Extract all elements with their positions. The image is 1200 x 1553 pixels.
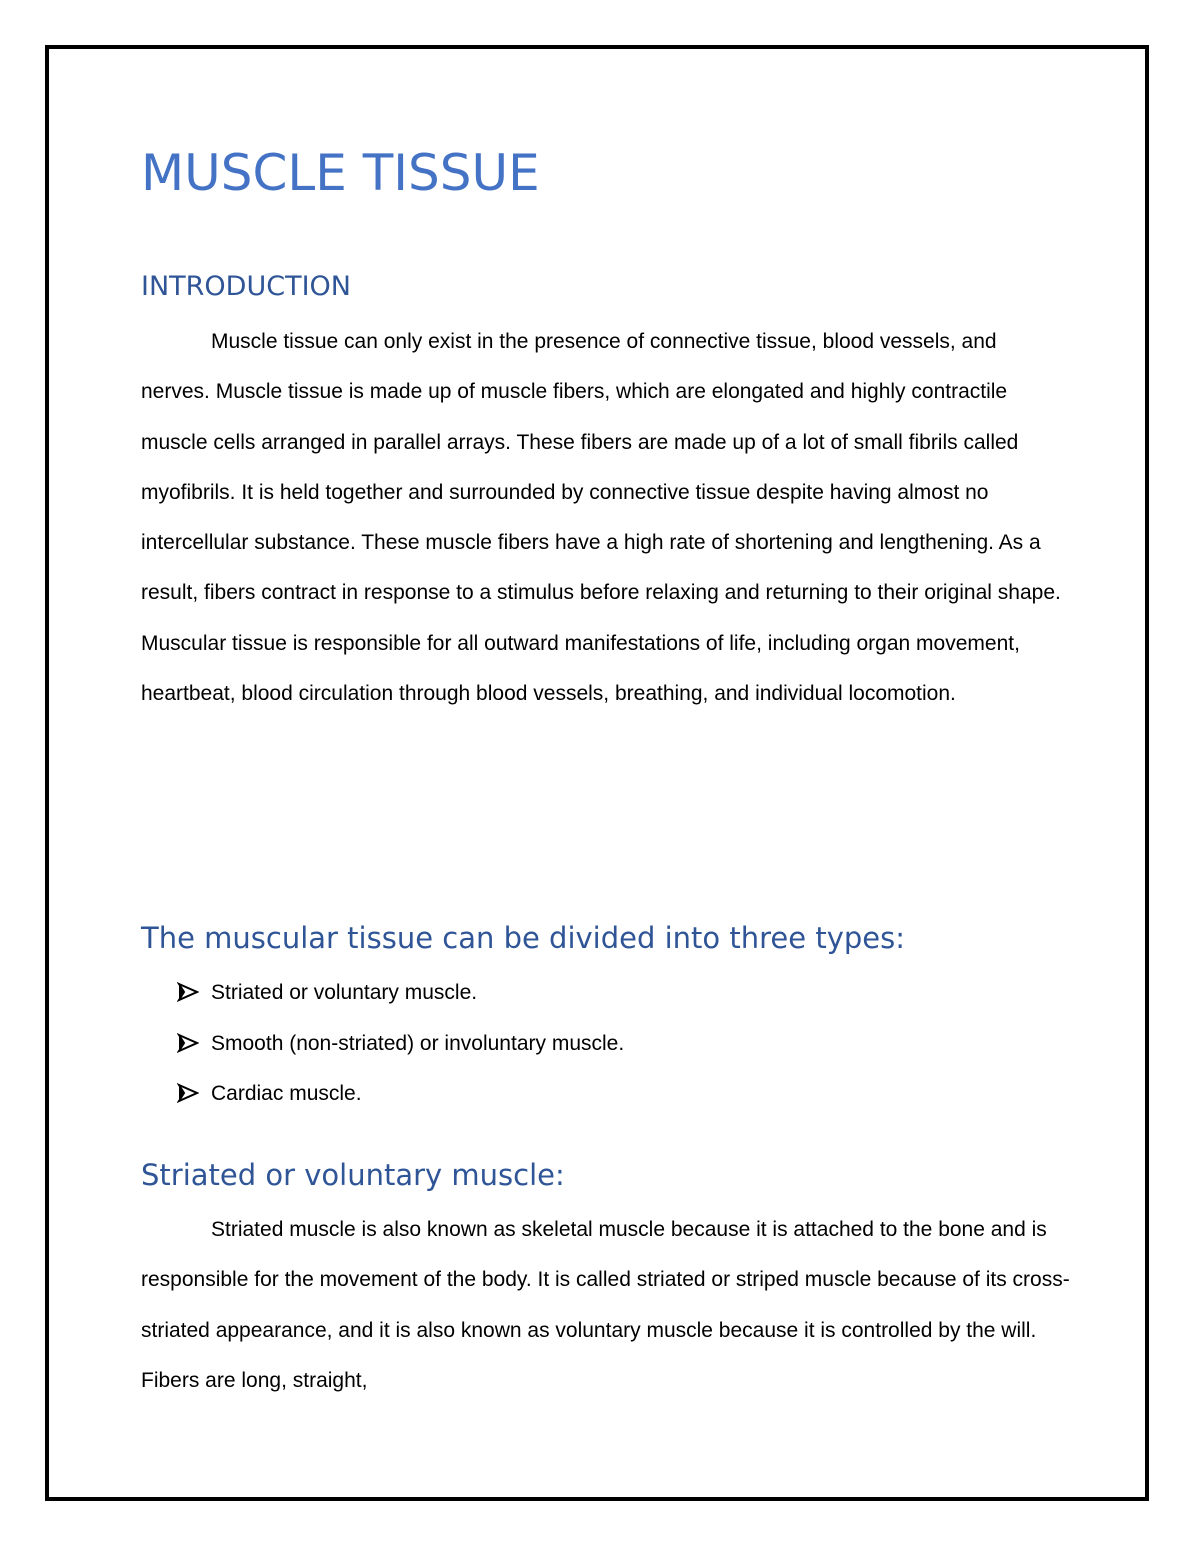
list-item-label: Striated or voluntary muscle. (211, 981, 478, 1004)
introduction-heading: INTRODUCTION (141, 271, 351, 302)
arrowhead-bullet-icon (177, 1022, 199, 1042)
arrowhead-bullet-icon (177, 971, 199, 991)
list-item (177, 968, 624, 1019)
document-title: MUSCLE TISSUE (141, 144, 540, 202)
list-item (177, 1019, 624, 1070)
muscle-types-list (177, 968, 624, 1120)
list-item-label: Smooth (non-striated) or involuntary muscle. (211, 1031, 625, 1055)
introduction-paragraph: Muscle tissue can only exist in the presence of connective tissue, blood vessels, and nerves. Muscle tissue is made up of muscle fibers, which are elongated and highly contractile muscle cells arranged in parallel arrays. These fibers are made up of a lot of small fibrils called myofibrils. It is held together and surrounded by connective tissue despite having almost no intercellular substance. These muscle fibers have a high rate of shortening and lengthening. As a result, fibers contract in response to a stimulus before relaxing and returning to their original shape. Muscular tissue is responsible for all outward manifestations of life, including organ movement, heartbeat, blood circulation through blood vessels, breathing, and individual locomotion. (141, 330, 1061, 706)
types-heading: The muscular tissue can be divided into three types: (141, 921, 905, 955)
striated-heading: Striated or voluntary muscle: (141, 1158, 565, 1192)
list-item (177, 1069, 624, 1120)
striated-paragraph: Striated muscle is also known as skeletal muscle because it is attached to the bone and is responsible for the movement of the body. It is called striated or striped muscle because of its cross-striated appearance, and it is also known as voluntary muscle because it is controlled by the will. Fibers are long, straight, (141, 1218, 1070, 1392)
list-item-label: Cardiac muscle. (211, 1082, 362, 1105)
arrowhead-bullet-icon (177, 1072, 199, 1092)
